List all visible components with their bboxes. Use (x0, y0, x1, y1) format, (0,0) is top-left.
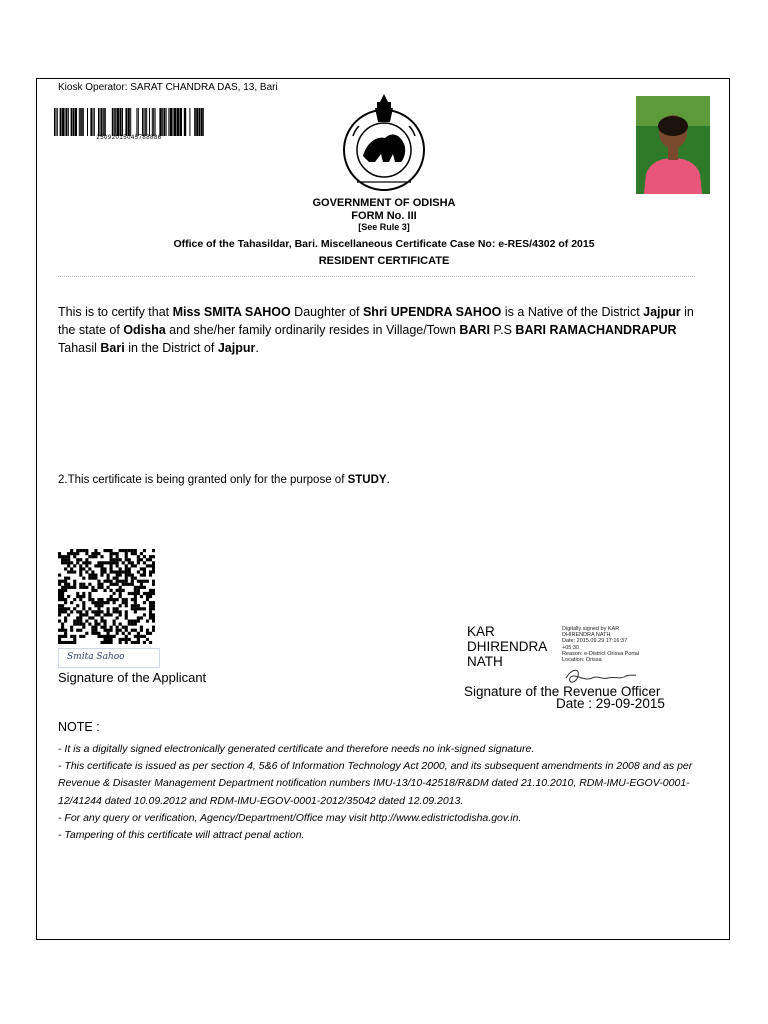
note-item: - Tampering of this certificate will attract penal action. (58, 829, 305, 842)
purpose-line: 2.This certificate is being granted only for the purpose of STUDY. (58, 474, 390, 486)
applicant-signature: Smita Sahoo (58, 648, 160, 668)
certificate-date: Date : 29-09-2015 (556, 696, 665, 711)
parent-name: Shri UPENDRA SAHOO (362, 305, 502, 319)
revenue-officer-label: Signature of the Revenue Officer (464, 684, 661, 699)
barcode (54, 108, 204, 136)
note-title: NOTE : (58, 720, 100, 734)
applicant-photo (636, 96, 710, 194)
date-value: 29-09-2015 (595, 696, 665, 711)
see-rule: [See Rule 3] (358, 222, 410, 232)
certification-paragraph: This is to certify that Miss SMITA SAHOO Daughter of Shri UPENDRA SAHOO is a Native of the District Jajpur in the state of Odisha and she/her family ordinarily resides in Village/Town BARI P.S BARI RAMACHANDRAPUR Tahasil Bari in the District of Jajpur. (58, 305, 694, 355)
kiosk-operator: Kiosk Operator: SARAT CHANDRA DAS, 13, Bari (58, 82, 278, 93)
qr-code (58, 549, 155, 644)
government-heading: GOVERNMENT OF ODISHA (312, 197, 456, 209)
applicant-name: Miss SMITA SAHOO (172, 305, 291, 319)
note-item: - This certificate is issued as per section 4, 5&6 of Information Technology Act 2000, and its subsequent amendments in 2008 and as per Revenue & Disaster Management Department notification numbers IMU-13/10-42518/R&DM dated 21.10.2010, RDM-IMU-EGOV-0001-12/41244 dated 10.09.2012 and RDM-IMU-EGOV-0001-2012/35042 dated 12.09.2013. (58, 760, 693, 807)
applicant-signature-label: Signature of the Applicant (58, 670, 207, 685)
form-number: FORM No. III (351, 210, 417, 222)
certificate-title: RESIDENT CERTIFICATE (318, 255, 450, 267)
note-item: - For any query or verification, Agency/Department/Office may visit http://www.edistrictodisha.gov.in. (58, 811, 522, 824)
digital-signature-details: Digitally signed by KAR DHIRENDRA NATH Date: 2015.09.29 17:16:37 +05:30 Reason: e-District Orissa Portal Location: Orissa (562, 626, 640, 664)
purpose-value: STUDY (347, 474, 387, 486)
note-item: - It is a digitally signed electronically generated certificate and therefore needs no ink-signed signature. (58, 743, 535, 755)
odisha-emblem-seal (333, 92, 435, 194)
officer-name: KAR DHIRENDRA NATH (467, 624, 548, 669)
office-case-line: Office of the Tahasildar, Bari. Miscellaneous Certificate Case No: e-RES/4302 of 2015 (173, 238, 595, 250)
separator (58, 276, 695, 277)
barcode-number: 25092015045788886 (96, 135, 162, 141)
notes-list (58, 741, 698, 844)
